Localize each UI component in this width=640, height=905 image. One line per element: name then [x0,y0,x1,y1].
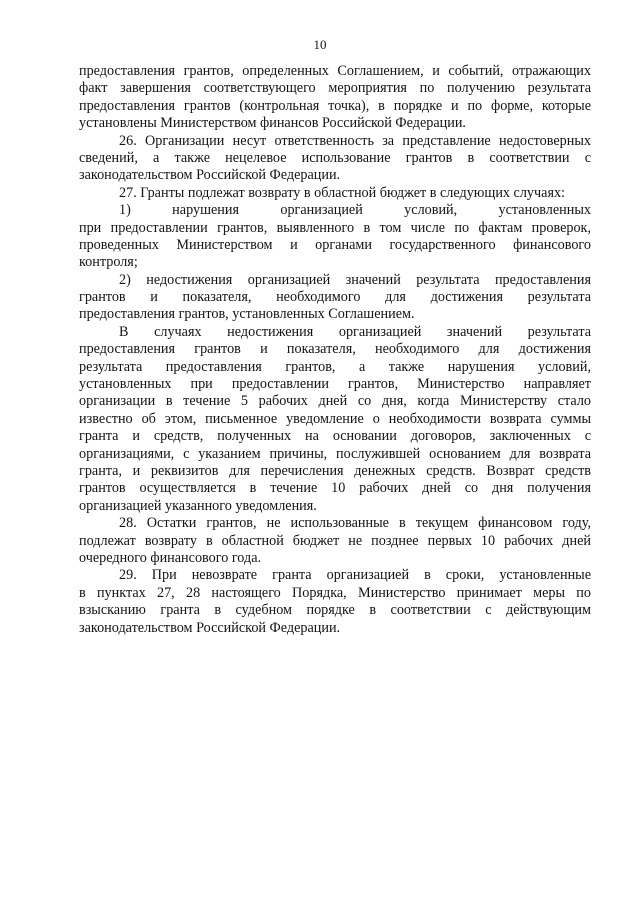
text-line: в пунктах 27, 28 настоящего Порядка, Министерство принимает меры по [79,584,591,601]
text-line: организацией указанного уведомления. [79,497,317,514]
page-number: 10 [313,37,327,52]
text-line: факт завершения соответствующего мероприятия по получению результата [79,80,591,97]
text-line: грантов и показателя, необходимого для достижения результата [79,289,591,306]
text-line: гранта и средств, полученных на основании договоров, заключенных с [79,428,591,445]
text-line: взысканию гранта в судебном порядке в соответствии с действующим [79,602,591,619]
text-line: организациями, с указанием причины, послужившей основанием для возврата [79,445,591,462]
text-line: при предоставлении грантов, выявленного в том числе по фактам проверок, [79,219,591,236]
text-line: 2) недостижения организацией значений результата предоставления [119,271,591,288]
text-line: подлежат возврату в областной бюджет не позднее первых 10 рабочих дней [79,532,591,549]
document-body [79,63,591,637]
text-line: гранта, и реквизитов для перечисления денежных средств. Возврат средств [79,462,591,479]
text-line: законодательством Российской Федерации. [79,619,341,636]
text-line: В случаях недостижения организацией значений результата [119,323,591,340]
text-line: предоставления грантов, определенных Соглашением, и событий, отражающих [79,63,591,79]
text-line: предоставления грантов (контрольная точка), в порядке и по форме, которые [79,97,591,114]
text-line: проведенных Министерством и органами государственного финансового [79,236,591,253]
text-line: установлены Министерством финансов Российской Федерации. [79,115,466,132]
text-line: 27. Гранты подлежат возврату в областной бюджет в следующих случаях: [119,184,566,201]
text-line: результата предоставления грантов, а также нарушения условий, [79,358,591,375]
text-line: 1) нарушения организацией условий, установленных [119,202,591,219]
text-line: предоставления грантов, установленных Соглашением. [79,306,415,323]
text-line: предоставления грантов и показателя, необходимого для достижения [79,341,591,358]
text-line: очередного финансового года. [79,549,262,566]
text-line: установленных при предоставлении грантов, Министерство направляет [79,376,591,393]
text-line: сведений, а также нецелевое использование грантов в соответствии с [79,149,591,166]
text-line: контроля; [79,254,138,271]
text-line: организации в течение 5 рабочих дней со дня, когда Министерству стало [79,393,591,410]
text-line: 28. Остатки грантов, не использованные в текущем финансовом году, [119,515,591,532]
text-line: известно об этом, письменное уведомление о необходимости возврата суммы [79,410,591,427]
text-line: 29. При невозврате гранта организацией в сроки, установленные [119,567,591,584]
text-line: грантов осуществляется в течение 10 рабочих дней со дня получения [79,480,591,497]
text-line: 26. Организации несут ответственность за представление недостоверных [119,132,591,149]
text-line: законодательством Российской Федерации. [79,167,341,184]
